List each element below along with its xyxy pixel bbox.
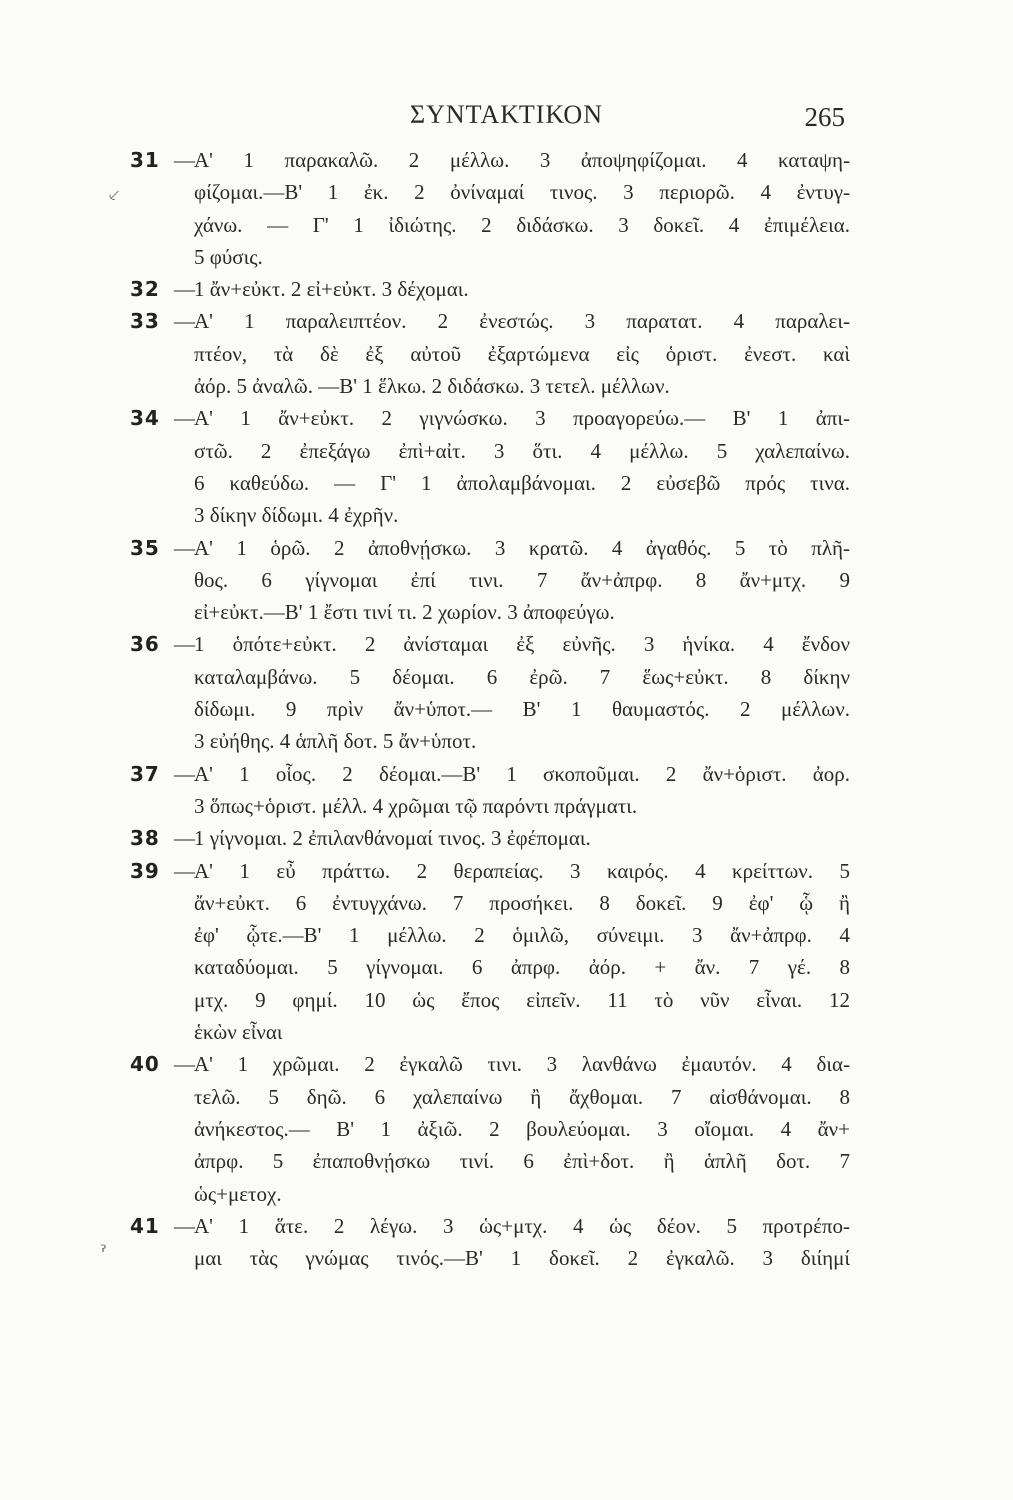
entry-dash: — [174,858,195,883]
entry-number: 36 [130,632,160,657]
entry-line: θος. 6 γίγνομαι ἐπί τινι. 7 ἄν+ἀπρφ. 8 ἄν+μτχ. 9 [194,567,850,592]
entry-number: 35 [130,535,160,560]
entry-dash: — [174,1052,195,1077]
entry-dash: — [174,535,195,560]
entry-line: 3 ὅπως+ὁριστ. μέλλ. 4 χρῶμαι τῷ παρόντι πράγματι. [194,793,638,818]
entry-line: 5 φύσις. [194,244,263,269]
entry-number: 40 [130,1052,160,1077]
entry-31 [130,144,850,273]
entry-line: Α' 1 παραλειπτέον. 2 ἐνεστώς. 3 παρατατ. 4 παραλει- [194,309,850,334]
entry-dash: — [174,761,195,786]
entry-dash: — [174,1213,195,1238]
entry-dash: — [174,148,195,172]
entry-line: ἀνήκεστος.— Β' 1 ἀξιῶ. 2 βουλεύομαι. 3 οἴομαι. 4 ἄν+ [194,1116,850,1141]
entry-line: ἐφ' ᾧτε.—Β' 1 μέλλω. 2 ὁμιλῶ, σύνειμι. 3 ἄν+ἀπρφ. 4 [194,923,850,948]
entry-line: Α' 1 εὖ πράττω. 2 θεραπείας. 3 καιρός. 4 κρείττων. 5 [194,858,850,883]
entry-number: 37 [130,761,160,786]
entry-37 [130,758,850,823]
answer-list [130,144,850,1274]
entry-line: ἑκὼν εἶναι [194,1020,283,1045]
entry-line: μτχ. 9 φημί. 10 ὡς ἔπος εἰπεῖν. 11 τὸ νῦν εἶναι. 12 [194,987,850,1012]
entry-line: μαι τὰς γνώμας τινός.—Β' 1 δοκεῖ. 2 ἐγκαλῶ. 3 διίημί [194,1246,850,1271]
entry-line: εἰ+εὐκτ.—Β' 1 ἔστι τινί τι. 2 χωρίον. 3 ἀποφεύγω. [194,600,615,625]
running-head [0,100,1013,140]
entry-line: 3 εὐήθης. 4 ἁπλῆ δοτ. 5 ἄν+ὑποτ. [194,729,477,754]
entry-line: καταδύομαι. 5 γίγνομαι. 6 ἀπρφ. ἀόρ. + ἄν. 7 γέ. 8 [194,955,850,980]
entry-number: 39 [130,858,160,883]
entry-line: Α' 1 ἄν+εὐκτ. 2 γιγνώσκω. 3 προαγορεύω.— Β' 1 ἀπι- [194,406,850,431]
entry-line: 6 καθεύδω. — Γ' 1 ἀπολαμβάνομαι. 2 εὐσεβῶ πρός τινα. [194,470,850,495]
entry-line: 3 δίκην δίδωμι. 4 ἐχρῆν. [194,503,399,528]
entry-line: φίζομαι.—Β' 1 ἐκ. 2 ὀνίναμαί τινος. 3 περιορῶ. 4 ἐντυγ- [194,180,850,205]
margin-mark: ˀ [100,1242,107,1263]
entry-line: Α' 1 χρῶμαι. 2 ἐγκαλῶ τινι. 3 λανθάνω ἐμαυτόν. 4 δια- [194,1052,850,1077]
entry-dash: — [174,826,195,851]
entry-number: 32 [130,277,160,302]
entry-line: στῶ. 2 ἐπεξάγω ἐπὶ+αἰτ. 3 ὅτι. 4 μέλλω. 5 χαλεπαίνω. [194,438,850,463]
entry-line: ἀόρ. 5 ἀναλῶ. —Β' 1 ἕλκω. 2 διδάσκω. 3 τετελ. μέλλων. [194,374,670,399]
entry-line: ἀπρφ. 5 ἐπαποθνῄσκω τινί. 6 ἐπὶ+δοτ. ἢ ἁπλῆ δοτ. 7 [194,1149,850,1174]
entry-number: 31 [130,148,160,172]
entry-line: ὡς+μετοχ. [194,1181,282,1206]
entry-number: 38 [130,826,160,851]
entry-32 [130,273,850,305]
entry-34 [130,402,850,531]
entry-39 [130,855,850,1049]
entry-35 [130,532,850,629]
entry-line: Α' 1 ἅτε. 2 λέγω. 3 ὡς+μτχ. 4 ὡς δέον. 5 προτρέπο- [194,1213,850,1238]
entry-number: 41 [130,1213,160,1238]
entry-line: Α' 1 ὁρῶ. 2 ἀποθνῄσκω. 3 κρατῶ. 4 ἀγαθός. 5 τὸ πλῆ- [194,535,850,560]
entry-line: Α' 1 παρακαλῶ. 2 μέλλω. 3 ἀποψηφίζομαι. 4 καταψη- [194,148,850,172]
entry-line: ἄν+εὐκτ. 6 ἐντυγχάνω. 7 προσήκει. 8 δοκεῖ. 9 ἐφ' ᾧ ἢ [194,890,850,915]
entry-dash: — [174,406,195,431]
entry-line: καταλαμβάνω. 5 δέομαι. 6 ἐρῶ. 7 ἕως+εὐκτ. 8 δίκην [194,664,850,689]
page-title: ΣΥΝΤΑΚΤΙΚΟΝ [410,100,603,129]
entry-33 [130,305,850,402]
entry-number: 34 [130,406,160,431]
entry-dash: — [174,309,195,334]
entry-line: 1 ἄν+εὐκτ. 2 εἰ+εὐκτ. 3 δέχομαι. [194,277,469,302]
page-number: 265 [804,102,845,132]
entry-line: δίδωμι. 9 πρὶν ἄν+ὑποτ.— Β' 1 θαυμαστός. 2 μέλλων. [194,697,850,722]
entry-line: 1 γίγνομαι. 2 ἐπιλανθάνομαί τινος. 3 ἐφέπομαι. [194,826,591,851]
entry-line: χάνω. — Γ' 1 ἰδιώτης. 2 διδάσκω. 3 δοκεῖ. 4 ἐπιμέλεια. [194,212,850,237]
entry-number: 33 [130,309,160,334]
entry-line: τελῶ. 5 δηῶ. 6 χαλεπαίνω ἢ ἄχθομαι. 7 αἰσθάνομαι. 8 [194,1084,850,1109]
entry-38 [130,822,850,854]
entry-dash: — [174,277,195,302]
entry-36 [130,628,850,757]
margin-mark: ⸔ [107,185,121,206]
entry-dash: — [174,632,195,657]
entry-line: Α' 1 οἷος. 2 δέομαι.—Β' 1 σκοποῦμαι. 2 ἄν+ὁριστ. ἀορ. [194,761,850,786]
entry-40 [130,1048,850,1209]
entry-line: 1 ὁπότε+εὐκτ. 2 ἀνίσταμαι ἐξ εὐνῆς. 3 ἡνίκα. 4 ἔνδον [194,632,850,657]
entry-line: πτέον, τὰ δὲ ἐξ αὐτοῦ ἐξαρτώμενα εἰς ὁριστ. ἐνεστ. καὶ [194,341,850,366]
entry-41 [130,1210,850,1275]
